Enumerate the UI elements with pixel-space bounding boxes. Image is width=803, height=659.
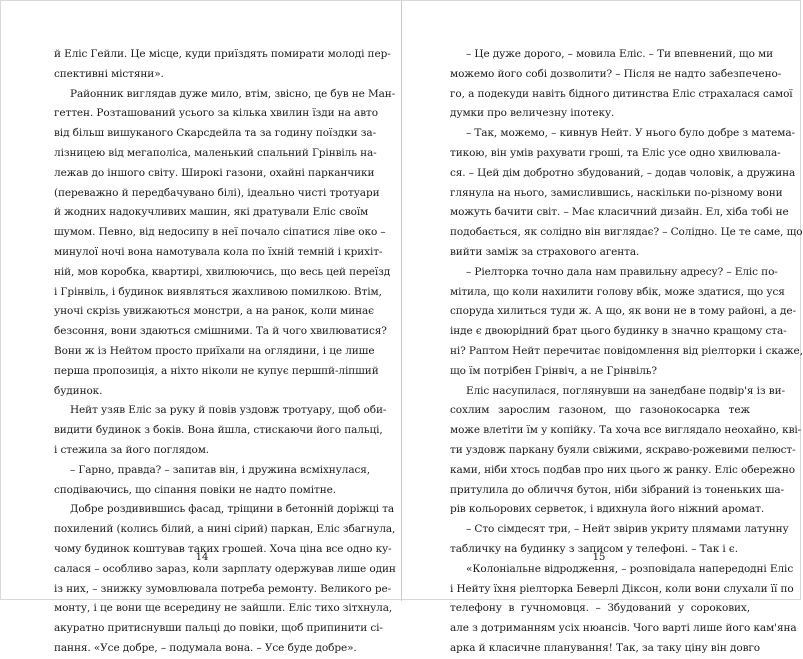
text-line: телефону в гучномовця. – Збудований у сорокових, (450, 602, 750, 615)
book-gutter (401, 1, 402, 601)
text-line: й Еліс Гейли. Це місце, куди приїздять помирати молоді пер- (54, 48, 391, 60)
text-line: ся. – Цей дім добротно збудований, – додав чоловік, а дружина (450, 166, 796, 179)
text-line: від більш вишуканого Скарсдейла та за годину поїздки за- (54, 127, 377, 140)
text-line: можуть бачити світ. – Має класичний дизайн. Ел, хіба тобі не (450, 206, 789, 219)
right-page-text (450, 45, 803, 659)
page-number-right: 15 (592, 552, 606, 563)
text-line: – Сто сімдесят три, – Нейт звірив укриту плямами латунну (466, 523, 789, 536)
text-line: «Колоніальне відродження, – розповідала напередодні Еліс (466, 562, 794, 575)
text-line: перша пропозиція, а ніхто ніколи не купує першпй-ліпший (54, 364, 379, 377)
text-line: і Грінвіль, і будинок виявляться жахливою помилкою. Втім, (54, 285, 382, 298)
text-line: акуратно притиснувши пальці до повіки, щоб припинити сі- (54, 622, 383, 635)
text-line: тикою, він умів рахувати гроші, та Еліс усе одно хвилювала- (450, 146, 781, 159)
text-line: вийти заміж за страхового агента. (450, 245, 640, 258)
page-number-left: 14 (195, 552, 209, 563)
text-line: минулої ночі вона намотувала кола по їхній темній і крихіт- (54, 245, 383, 258)
text-line: можемо його собі дозволити? – Після не надто забезпечено- (450, 67, 782, 80)
left-page-text (54, 45, 396, 659)
text-line: (переважно й передбачувано білі), ідеально чисті тротуари (54, 186, 380, 199)
text-line: ти уздовж паркану буяли свіжими, яскраво-рожевими пелюст- (450, 443, 796, 456)
text-line: і стежила за його поглядом. (54, 443, 210, 456)
text-line: але з дотриманням усіх нюансів. Чого варті лише його кам'яна (450, 622, 797, 635)
text-line: глянула на нього, замислившись, наскільки по-різному вони (450, 186, 783, 199)
text-line: інде є двоюрідний брат цього будинку в значно кращому ста- (450, 325, 787, 338)
text-line: Еліс насупилася, поглянувши на занедбане подвір'я із ви- (466, 384, 785, 397)
text-line: – Це дуже дорого, – мовила Еліс. – Ти впевнений, що ми (466, 48, 774, 60)
text-line: Добре роздивившись фасад, тріщини в бетонній доріжці та (70, 503, 395, 516)
text-line: ками, ніби хтось подбав про них цього ж ранку. Еліс обережно (450, 463, 795, 476)
text-line: геттен. Розташований усього за кілька хвилин їзди на авто (54, 107, 378, 120)
text-line: – Так, можемо, – кивнув Нейт. У нього було добре з матема- (466, 127, 795, 140)
text-line: видити будинок з боків. Вона йшла, стискаючи його пальці, (54, 424, 383, 437)
text-line: притулила до обличчя бутон, ніби зібраний із тоненьких ша- (450, 483, 785, 496)
text-line: арка й класичне планування! Так, за таку ціну він довго (450, 641, 761, 654)
text-line: із них, – знижку зумовлювала потреба ремонту. Великого ре- (54, 582, 392, 595)
text-line: табличку на будинку з записом у телефоні. – Так і є. (450, 542, 738, 555)
text-line: рів кольорових серветок, і вдихнула його ніжний аромат. (450, 503, 765, 516)
text-line: й жодних надокучливих машин, які дратували Еліс своїм (54, 206, 369, 219)
text-line: споруда хилиться туди ж. А що, як вони не в тому районі, а де- (450, 305, 796, 318)
text-line: сподіваючись, що сіпання повіки не надто помітне. (54, 483, 336, 496)
text-line: спективні містяни». (54, 67, 164, 80)
text-line: – Ріелторка точно дала нам правильну адресу? – Еліс по- (466, 265, 778, 278)
text-line: чому будинок коштував таких грошей. Хоча ціна все одно ку- (54, 542, 392, 555)
text-line: пання. «Усе добре, – подумала вона. – Усе буде добре». (54, 641, 357, 654)
text-line: подобається, як солідно він виглядає? – Солідно. Це те саме, що (450, 226, 803, 239)
text-line: думки про величезну іпотеку. (450, 107, 615, 120)
text-line: уночі скрізь увижаються монстри, а на ранок, коли минає (54, 305, 374, 318)
text-line: сохлим зарослим газоном, що газонокосарка теж (450, 404, 750, 417)
text-line: лізницею від мегаполіса, маленький спальний Грінвіль на- (54, 146, 377, 159)
text-line: лежав до іншого світу. Широкі газони, охайні парканчики (54, 166, 375, 179)
text-line: Нейт узяв Еліс за руку й повів уздовж тротуару, щоб оби- (70, 404, 387, 417)
text-line: безсоння, вони здаються смішними. Та й чого хвилюватися? (54, 325, 387, 338)
text-line: мітила, що коли нахилити голову вбік, може здатися, що уся (450, 285, 785, 298)
text-line: похилений (колись білий, а нині сірий) паркан, Еліс збагнула, (54, 523, 396, 536)
text-line: монту, і це вони ще всередину не зайшли. Еліс тихо зітхнула, (54, 602, 393, 615)
text-line: Вони ж із Нейтом просто приїхали на оглядини, і це лише (54, 344, 375, 357)
text-line: ній, мов коробка, квартирі, хвилюючись, що весь цей переїзд (54, 265, 391, 278)
text-line: будинок. (54, 384, 103, 397)
text-line: може влетіти їм у копійку. Та хоча все виглядало неохайно, кві- (450, 424, 802, 437)
text-line: ні? Раптом Нейт перечитає повідомлення від ріелторки і скаже, (450, 344, 803, 357)
text-line: го, а подекуди навіть бідного дитинства Еліс страхалася самої (450, 87, 793, 100)
text-line: шумом. Певно, від недосипу в неї почало сіпатися ліве око – (54, 226, 386, 239)
text-line: і Нейту їхня ріелторка Беверлі Діксон, коли вони слухали її по (450, 582, 794, 595)
text-line: Районник виглядав дуже мило, втім, звісно, це був не Ман- (70, 87, 396, 100)
text-line: салася – особливо зараз, коли зарплату одержував лише один (54, 562, 396, 575)
text-line: – Гарно, правда? – запитав він, і дружина всміхнулася, (70, 463, 371, 476)
text-line: що їм потрібен Грінвіч, а не Грінвіль? (450, 364, 657, 377)
